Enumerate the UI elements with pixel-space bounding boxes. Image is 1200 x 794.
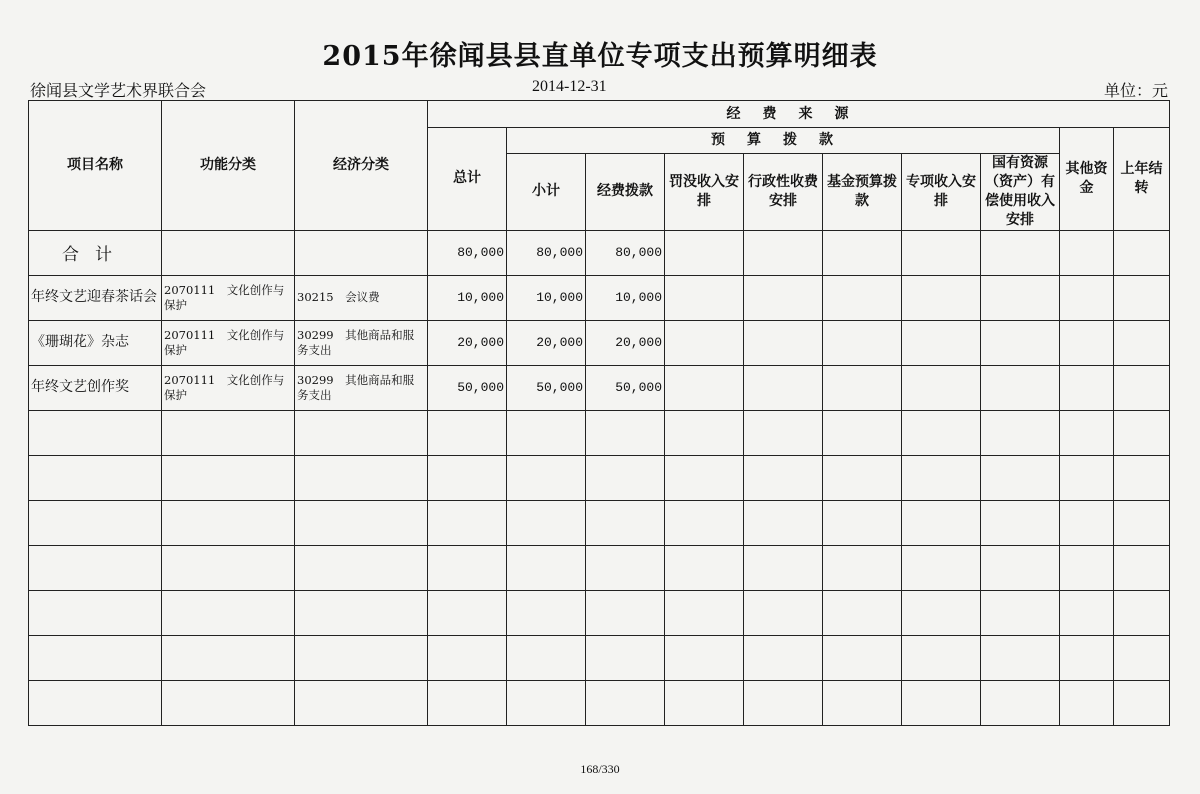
empty-row: [29, 545, 1170, 590]
row-total: 10,000: [428, 275, 507, 320]
organization-name: 徐闻县文学艺术界联合会: [30, 81, 207, 100]
header-total: 总计: [428, 128, 507, 231]
empty-row: [29, 635, 1170, 680]
report-date: 2014-12-31: [532, 78, 607, 95]
row-appropriation: 20,000: [586, 320, 665, 365]
page-title: 2015年徐闻县县直单位专项支出预算明细表: [322, 41, 878, 72]
header-fund-budget: 基金预算拨款: [823, 154, 902, 231]
row-economic: 30299 其他商品和服务支出: [295, 365, 428, 410]
row-appropriation: 10,000: [586, 275, 665, 320]
empty-row: [29, 410, 1170, 455]
row-economic: 30215 会议费: [295, 275, 428, 320]
header-subtotal: 小计: [507, 154, 586, 231]
table-row: [29, 365, 1170, 410]
empty-row: [29, 590, 1170, 635]
header-admin-fees: 行政性收费安排: [744, 154, 823, 231]
row-function: 2070111 文化创作与保护: [162, 320, 295, 365]
row-project: 年终文艺迎春茶话会: [29, 275, 162, 320]
total-appropriation: 80,000: [586, 230, 665, 275]
currency-unit: 单位：元: [1103, 81, 1168, 100]
total-label: 合计: [29, 230, 162, 275]
row-appropriation: 50,000: [586, 365, 665, 410]
header-other-funds: 其他资金: [1060, 128, 1114, 231]
row-economic: 30299 其他商品和服务支出: [295, 320, 428, 365]
header-function: 功能分类: [162, 101, 295, 231]
header-fines: 罚没收入安排: [665, 154, 744, 231]
header-carryover: 上年结转: [1114, 128, 1170, 231]
header-economic: 经济分类: [295, 101, 428, 231]
total-total: 80,000: [428, 230, 507, 275]
row-function: 2070111 文化创作与保护: [162, 365, 295, 410]
row-total: 50,000: [428, 365, 507, 410]
row-subtotal: 50,000: [507, 365, 586, 410]
header-project: 项目名称: [29, 101, 162, 231]
header-budget: 预算拨款: [507, 128, 1060, 154]
header-source: 经费来源: [428, 101, 1170, 128]
table-row: [29, 275, 1170, 320]
table-row: [29, 320, 1170, 365]
row-project: 年终文艺创作奖: [29, 365, 162, 410]
total-subtotal: 80,000: [507, 230, 586, 275]
total-row: [29, 230, 1170, 275]
empty-row: [29, 500, 1170, 545]
row-function: 2070111 文化创作与保护: [162, 275, 295, 320]
row-subtotal: 20,000: [507, 320, 586, 365]
row-total: 20,000: [428, 320, 507, 365]
empty-row: [29, 680, 1170, 725]
header-appropriation: 经费拨款: [586, 154, 665, 231]
header-special-income: 专项收入安排: [902, 154, 981, 231]
row-project: 《珊瑚花》杂志: [29, 320, 162, 365]
budget-table: [28, 100, 1170, 726]
empty-row: [29, 455, 1170, 500]
row-subtotal: 10,000: [507, 275, 586, 320]
page-number: 168/330: [580, 762, 620, 776]
header-state-assets: 国有资源（资产）有偿使用收入安排: [981, 154, 1060, 231]
